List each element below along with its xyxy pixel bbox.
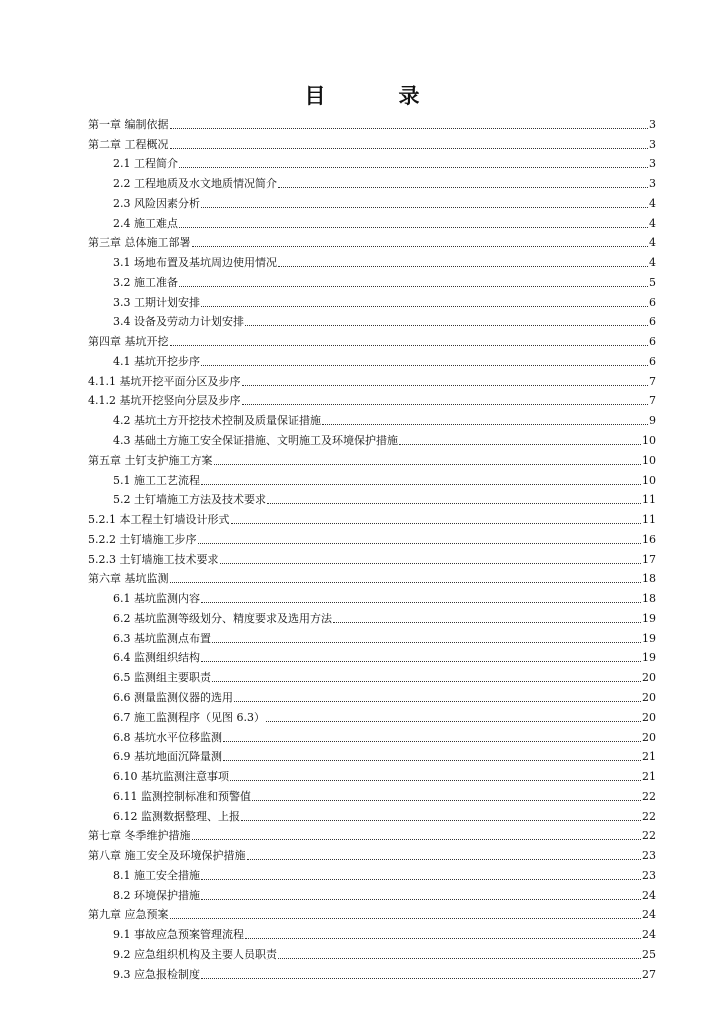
toc-entry-label: 8.2 环境保护措施 [113, 888, 200, 902]
toc-entry-page-number: 24 [642, 908, 656, 922]
toc-entry-page-number: 11 [642, 513, 656, 527]
toc-entry[interactable] [88, 329, 656, 349]
toc-entry-page-number: 20 [642, 730, 656, 744]
toc-entry-label: 6.4 监测组织结构 [113, 651, 200, 665]
toc-dot-leader [201, 484, 641, 485]
toc-dot-leader [201, 207, 648, 208]
toc-entry[interactable] [88, 468, 656, 488]
toc-dot-leader [247, 859, 642, 860]
toc-entry[interactable] [88, 369, 656, 389]
toc-entry-label: 6.12 监测数据整理、上报 [113, 809, 240, 823]
toc-entry-page-number: 21 [642, 750, 656, 764]
toc-entry-label: 6.6 测量监测仪器的选用 [113, 690, 233, 704]
toc-entry-page-number: 22 [642, 829, 656, 843]
toc-entry-page-number: 11 [642, 493, 656, 507]
toc-dot-leader [201, 978, 641, 979]
toc-entry-page-number: 10 [642, 473, 656, 487]
toc-entry-label: 2.2 工程地质及水文地质情况简介 [113, 177, 277, 191]
toc-entry-label: 8.1 施工安全措施 [113, 868, 200, 882]
toc-entry-page-number: 18 [642, 592, 656, 606]
toc-entry-label: 3.2 施工准备 [113, 275, 178, 289]
table-of-contents [88, 112, 656, 982]
toc-entry-page-number: 3 [649, 157, 656, 171]
toc-dot-leader [201, 306, 648, 307]
toc-entry-page-number: 19 [642, 631, 656, 645]
toc-entry[interactable] [88, 942, 656, 962]
toc-entry-label: 6.2 基坑监测等级划分、精度要求及选用方法 [113, 611, 332, 625]
toc-entry-label: 第四章 基坑开挖 [88, 335, 169, 349]
toc-entry-label: 6.3 基坑监测点布置 [113, 631, 211, 645]
toc-dot-leader [192, 839, 642, 840]
toc-entry[interactable] [88, 428, 656, 448]
toc-dot-leader [179, 167, 648, 168]
toc-entry-page-number: 19 [642, 651, 656, 665]
toc-entry[interactable] [88, 567, 656, 587]
toc-entry-page-number: 6 [649, 354, 656, 368]
toc-entry-label: 第九章 应急预案 [88, 908, 169, 922]
toc-dot-leader [278, 187, 648, 188]
toc-entry-page-number: 6 [649, 335, 656, 349]
toc-entry-page-number: 20 [642, 710, 656, 724]
toc-entry-label: 3.4 设备及劳动力计划安排 [113, 315, 244, 329]
toc-entry-page-number: 25 [642, 947, 656, 961]
toc-dot-leader [212, 642, 641, 643]
toc-entry-page-number: 10 [642, 453, 656, 467]
toc-dot-leader [201, 879, 641, 880]
toc-entry-label: 4.1.2 基坑开挖竖向分层及步序 [88, 394, 241, 408]
toc-entry-label: 6.9 基坑地面沉降量测 [113, 750, 222, 764]
toc-entry[interactable] [88, 784, 656, 804]
toc-entry-label: 6.11 监测控制标准和预警值 [113, 789, 251, 803]
toc-entry[interactable] [88, 191, 656, 211]
toc-entry[interactable] [88, 745, 656, 765]
toc-entry[interactable] [88, 705, 656, 725]
toc-entry-page-number: 5 [649, 275, 656, 289]
toc-dot-leader [242, 385, 649, 386]
toc-entry-page-number: 21 [642, 770, 656, 784]
toc-dot-leader [278, 266, 648, 267]
toc-entry[interactable] [88, 626, 656, 646]
toc-entry-label: 4.3 基础土方施工安全保证措施、文明施工及环境保护措施 [113, 434, 398, 448]
toc-entry-page-number: 17 [642, 552, 656, 566]
toc-dot-leader [192, 246, 649, 247]
toc-dot-leader [201, 899, 641, 900]
toc-entry-label: 第一章 编制依据 [88, 117, 169, 131]
toc-entry-page-number: 24 [642, 928, 656, 942]
toc-entry-label: 9.2 应急组织机构及主要人员职责 [113, 947, 277, 961]
toc-entry-page-number: 20 [642, 690, 656, 704]
toc-entry-page-number: 9 [649, 414, 656, 428]
toc-entry-page-number: 3 [649, 177, 656, 191]
toc-entry-label: 6.10 基坑监测注意事项 [113, 770, 229, 784]
toc-dot-leader [230, 780, 641, 781]
toc-entry-page-number: 3 [649, 137, 656, 151]
toc-entry-page-number: 4 [649, 256, 656, 270]
toc-entry-label: 3.1 场地布置及基坑周边使用情况 [113, 256, 277, 270]
toc-dot-leader [223, 760, 641, 761]
toc-entry-label: 5.1 施工工艺流程 [113, 473, 200, 487]
toc-entry-page-number: 7 [649, 394, 656, 408]
toc-entry-page-number: 6 [649, 315, 656, 329]
toc-entry-page-number: 23 [642, 868, 656, 882]
toc-entry-label: 5.2.2 土钉墙施工步序 [88, 532, 197, 546]
toc-entry[interactable] [88, 863, 656, 883]
toc-entry[interactable] [88, 922, 656, 942]
toc-entry[interactable] [88, 112, 656, 132]
toc-entry-label: 5.2.3 土钉墙施工技术要求 [88, 552, 219, 566]
toc-entry-page-number: 4 [649, 236, 656, 250]
toc-dot-leader [220, 563, 642, 564]
toc-entry[interactable] [88, 408, 656, 428]
toc-dot-leader [214, 464, 642, 465]
toc-entry[interactable] [88, 804, 656, 824]
toc-entry-page-number: 4 [649, 196, 656, 210]
toc-dot-leader [223, 741, 641, 742]
toc-dot-leader [179, 227, 648, 228]
toc-entry-page-number: 19 [642, 611, 656, 625]
toc-entry[interactable] [88, 231, 656, 251]
toc-entry[interactable] [88, 132, 656, 152]
toc-entry-label: 4.2 基坑土方开挖技术控制及质量保证措施 [113, 414, 321, 428]
toc-entry-label: 4.1 基坑开挖步序 [113, 354, 200, 368]
toc-entry-page-number: 18 [642, 572, 656, 586]
toc-entry-label: 第七章 冬季维护措施 [88, 829, 191, 843]
toc-entry[interactable] [88, 211, 656, 231]
toc-entry-label: 第二章 工程概况 [88, 137, 169, 151]
toc-entry[interactable] [88, 586, 656, 606]
toc-entry[interactable] [88, 527, 656, 547]
toc-dot-leader [170, 582, 642, 583]
page-title: 目 录 [304, 84, 446, 108]
toc-entry-page-number: 10 [642, 434, 656, 448]
toc-dot-leader [170, 918, 642, 919]
toc-dot-leader [201, 602, 641, 603]
toc-entry[interactable] [88, 685, 656, 705]
toc-entry[interactable] [88, 448, 656, 468]
toc-dot-leader [170, 345, 649, 346]
toc-entry-label: 5.2.1 本工程土钉墙设计形式 [88, 513, 230, 527]
toc-dot-leader [278, 958, 641, 959]
toc-dot-leader [198, 543, 642, 544]
toc-entry[interactable] [88, 824, 656, 844]
toc-entry-label: 2.1 工程简介 [113, 157, 178, 171]
toc-dot-leader [399, 444, 641, 445]
toc-entry-page-number: 3 [649, 117, 656, 131]
toc-dot-leader [245, 325, 648, 326]
toc-entry[interactable] [88, 547, 656, 567]
toc-dot-leader [242, 404, 649, 405]
toc-entry-label: 6.7 施工监测程序（见图 6.3） [113, 710, 265, 724]
toc-entry[interactable] [88, 349, 656, 369]
toc-entry-label: 第三章 总体施工部署 [88, 236, 191, 250]
toc-entry-label: 5.2 土钉墙施工方法及技术要求 [113, 493, 266, 507]
toc-entry[interactable] [88, 270, 656, 290]
toc-entry-label: 第五章 土钉支护施工方案 [88, 453, 213, 467]
toc-dot-leader [267, 503, 641, 504]
toc-entry-page-number: 24 [642, 888, 656, 902]
toc-entry-label: 第八章 施工安全及环境保护措施 [88, 849, 246, 863]
toc-entry-label: 4.1.1 基坑开挖平面分区及步序 [88, 374, 241, 388]
toc-entry[interactable] [88, 764, 656, 784]
toc-entry-label: 第六章 基坑监测 [88, 572, 169, 586]
toc-entry[interactable] [88, 290, 656, 310]
toc-entry-label: 9.1 事故应急预案管理流程 [113, 928, 244, 942]
toc-dot-leader [201, 661, 641, 662]
toc-entry[interactable] [88, 843, 656, 863]
toc-dot-leader [322, 424, 648, 425]
toc-dot-leader [170, 128, 649, 129]
toc-dot-leader [201, 365, 648, 366]
toc-entry-page-number: 27 [642, 967, 656, 981]
toc-entry-label: 6.5 监测组主要职责 [113, 671, 211, 685]
toc-entry[interactable] [88, 725, 656, 745]
toc-entry[interactable] [88, 903, 656, 923]
toc-dot-leader [170, 148, 649, 149]
toc-entry-page-number: 7 [649, 374, 656, 388]
toc-entry[interactable] [88, 606, 656, 626]
toc-entry[interactable] [88, 171, 656, 191]
toc-entry-label: 2.4 施工难点 [113, 216, 178, 230]
toc-entry-label: 2.3 风险因素分析 [113, 196, 200, 210]
toc-dot-leader [333, 622, 641, 623]
toc-dot-leader [231, 523, 642, 524]
toc-entry[interactable] [88, 962, 656, 982]
toc-entry-label: 6.8 基坑水平位移监测 [113, 730, 222, 744]
toc-entry[interactable] [88, 507, 656, 527]
toc-entry-page-number: 20 [642, 671, 656, 685]
toc-entry[interactable] [88, 665, 656, 685]
toc-entry[interactable] [88, 389, 656, 409]
toc-dot-leader [266, 721, 641, 722]
toc-entry-page-number: 23 [642, 849, 656, 863]
toc-entry-page-number: 6 [649, 295, 656, 309]
toc-dot-leader [245, 938, 641, 939]
toc-dot-leader [179, 286, 648, 287]
toc-entry-page-number: 22 [642, 789, 656, 803]
toc-entry[interactable] [88, 250, 656, 270]
toc-entry[interactable] [88, 646, 656, 666]
toc-dot-leader [212, 681, 641, 682]
toc-dot-leader [241, 820, 641, 821]
toc-entry-page-number: 22 [642, 809, 656, 823]
toc-entry-label: 6.1 基坑监测内容 [113, 592, 200, 606]
toc-entry-page-number: 4 [649, 216, 656, 230]
toc-entry[interactable] [88, 310, 656, 330]
toc-dot-leader [252, 800, 641, 801]
toc-entry[interactable] [88, 883, 656, 903]
toc-dot-leader [234, 701, 641, 702]
toc-entry-label: 9.3 应急报检制度 [113, 967, 200, 981]
toc-entry[interactable] [88, 152, 656, 172]
toc-entry-label: 3.3 工期计划安排 [113, 295, 200, 309]
toc-entry-page-number: 16 [642, 532, 656, 546]
toc-entry[interactable] [88, 488, 656, 508]
